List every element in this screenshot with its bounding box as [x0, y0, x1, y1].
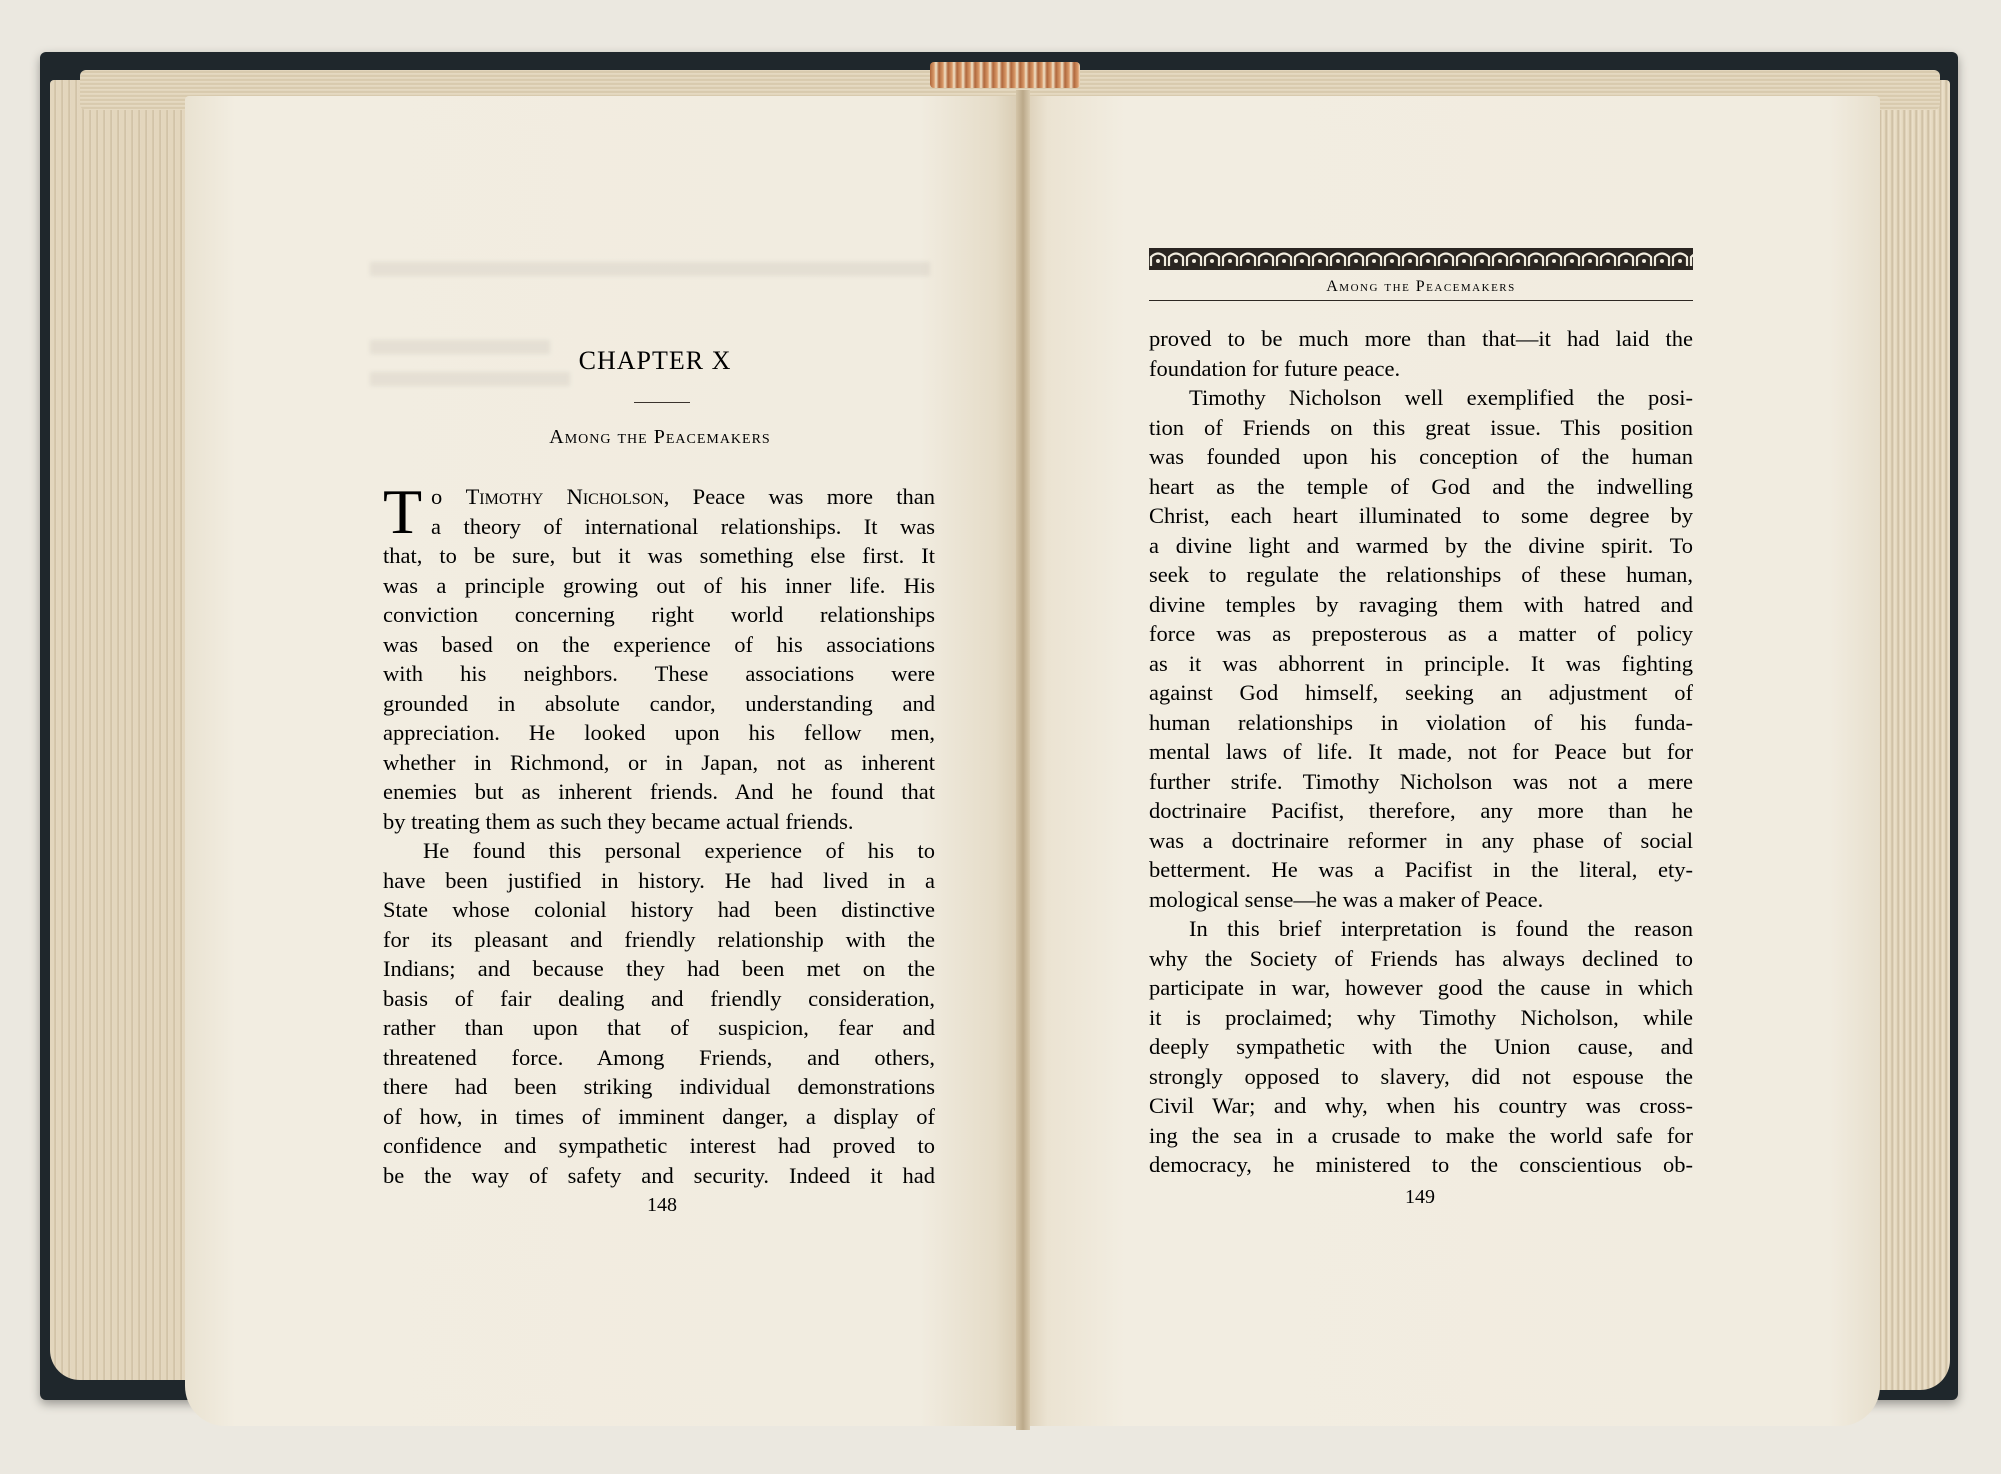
text-line: Civil War; and why, when his country was cross- — [1149, 1093, 1693, 1118]
chapter-number: CHAPTER X — [578, 346, 732, 375]
text-line: State whose colonial history had been distinctive — [383, 897, 935, 922]
text-line: was a principle growing out of his inner life. His — [383, 572, 935, 598]
text-line: whether in Richmond, or in Japan, not as inherent — [383, 749, 935, 775]
page-edges-left — [50, 80, 200, 1380]
ornamental-border — [1149, 248, 1693, 270]
text-line: for its pleasant and friendly relationship with the — [383, 926, 935, 952]
headband — [930, 62, 1080, 88]
text-line: have been justified in history. He had lived in a — [383, 867, 935, 893]
text-line: by treating them as such they became actual friends. — [383, 808, 854, 834]
text-line: seek to regulate the relationships of these human, — [1149, 562, 1693, 587]
page-edges-right — [1870, 80, 1950, 1390]
text-line: it is proclaimed; why Timothy Nicholson, while — [1149, 1004, 1693, 1030]
text-line: strongly opposed to slavery, did not espouse the — [1149, 1063, 1693, 1089]
text-line: divine temples by ravaging them with hatred and — [1149, 591, 1693, 617]
text-line: mological sense—he was a maker of Peace. — [1149, 886, 1544, 912]
text-line: there had been striking individual demonstrations — [383, 1074, 935, 1099]
show-through — [370, 372, 570, 386]
text-line: was founded upon his conception of the human — [1149, 444, 1693, 469]
text-line: further strife. Timothy Nicholson was not a mere — [1149, 768, 1693, 794]
text-line: against God himself, seeking an adjustment of — [1149, 680, 1693, 705]
text-line: force was as preposterous as a matter of policy — [1149, 621, 1693, 646]
text-line: basis of fair dealing and friendly consideration, — [383, 985, 935, 1011]
text-line: foundation for future peace. — [1149, 355, 1401, 381]
text-line: was a doctrinaire reformer in any phase of social — [1149, 827, 1693, 853]
text-line: that, to be sure, but it was something else first. It — [383, 543, 935, 568]
drop-cap: T — [383, 476, 423, 547]
chapter-title: Among the Peacemakers — [549, 426, 771, 448]
text-line: mental laws of life. It made, not for Peace but for — [1149, 739, 1693, 764]
text-line: participate in war, however good the cause in which — [1149, 975, 1693, 1000]
text-line: proved to be much more than that—it had laid the — [1149, 326, 1693, 351]
text-line: be the way of safety and security. Indeed it had — [383, 1162, 935, 1188]
running-head: Among the Peacemakers — [1326, 278, 1516, 295]
chapter-rule — [634, 402, 690, 403]
text-line: betterment. He was a Pacifist in the literal, ety- — [1149, 857, 1693, 882]
text-line: ing the sea in a crusade to make the world safe for — [1149, 1122, 1693, 1148]
text-line: with his neighbors. These associations were — [383, 661, 935, 686]
text-line: was based on the experience of his associations — [383, 631, 935, 657]
show-through — [370, 262, 930, 276]
running-head-rule — [1149, 300, 1693, 301]
text-line: democracy, he ministered to the conscientious ob- — [1149, 1152, 1693, 1177]
text-line: o Timothy Nicholson, Peace was more than — [431, 484, 936, 509]
page-number-right: 149 — [1405, 1186, 1435, 1208]
text-line: He found this personal experience of his to — [423, 838, 935, 863]
text-line: doctrinaire Pacifist, therefore, any more than he — [1149, 798, 1693, 823]
text-line: of how, in times of imminent danger, a display of — [383, 1103, 935, 1129]
text-line: confidence and sympathetic interest had proved to — [383, 1133, 935, 1158]
text-line: conviction concerning right world relationships — [383, 602, 935, 627]
text-line: appreciation. He looked upon his fellow men, — [383, 720, 935, 745]
text-line: grounded in absolute candor, understanding and — [383, 690, 935, 716]
text-line: a divine light and warmed by the divine spirit. To — [1149, 532, 1693, 558]
text-line: human relationships in violation of his funda- — [1149, 709, 1693, 735]
text-line: why the Society of Friends has always declined to — [1149, 945, 1693, 971]
text-line: Timothy Nicholson well exemplified the posi- — [1189, 385, 1693, 410]
text-line: Christ, each heart illuminated to some degree by — [1149, 503, 1693, 528]
text-line: as it was abhorrent in principle. It was fighting — [1149, 650, 1693, 676]
text-line: Indians; and because they had been met on the — [383, 956, 935, 981]
text-line: tion of Friends on this great issue. This position — [1149, 414, 1693, 440]
text-line: In this brief interpretation is found the reason — [1189, 916, 1693, 941]
text-line: heart as the temple of God and the indwelling — [1149, 473, 1693, 499]
book-gutter — [1016, 90, 1030, 1430]
text-line: enemies but as inherent friends. And he found that — [383, 779, 935, 804]
text-line: rather than upon that of suspicion, fear and — [383, 1015, 935, 1040]
text-line: deeply sympathetic with the Union cause, and — [1149, 1034, 1693, 1059]
left-page-text — [383, 476, 936, 1190]
right-page-text — [1149, 324, 1693, 1180]
page-number-left: 148 — [647, 1194, 677, 1216]
text-line: threatened force. Among Friends, and others, — [383, 1044, 935, 1070]
show-through — [370, 340, 550, 354]
text-line: a theory of international relationships. It was — [431, 513, 935, 539]
